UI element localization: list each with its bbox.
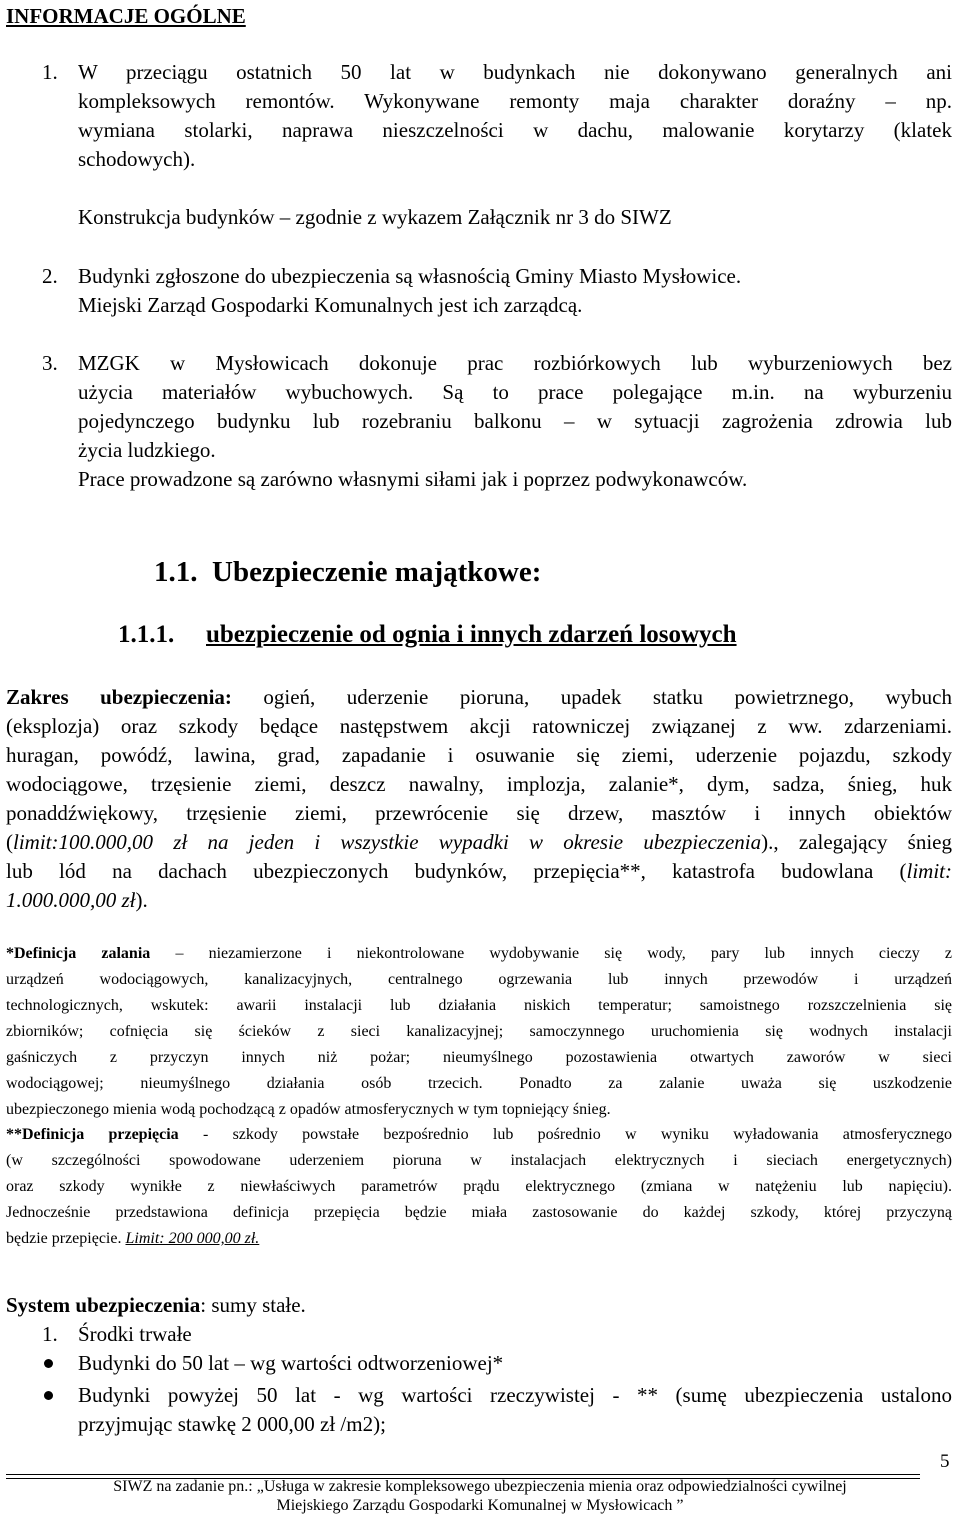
item3-line: MZGK w Mysłowicach dokonuje prac rozbiórkowych lub wyburzeniowych bez xyxy=(78,351,952,375)
definition-line: ubezpieczonego mienia wodą pochodzącą z opadów atmosferycznych w tym topniejący śnieg. xyxy=(6,1101,611,1118)
scope-text: )., zalegający śnieg xyxy=(761,830,953,854)
definition-line: zbiorników; cofnięcia się ścieków z sieci kanalizacyjnej; samoczynnego uruchomienia się wodnych instalacji xyxy=(6,1023,952,1040)
definition-line: wodociągowej; nieumyślnego działania osób trzecich. Ponadto za zalanie uważa się uszkodzenie xyxy=(6,1075,952,1092)
system-label: System ubezpieczenia xyxy=(6,1293,201,1317)
bullet-item-continued: przyjmując stawkę 2 000,00 zł /m2); xyxy=(78,1412,386,1436)
item1-number: 1. xyxy=(42,60,58,84)
definition-line xyxy=(6,1228,259,1249)
system-item-number: 1. xyxy=(42,1322,58,1346)
page-number: 5 xyxy=(940,1451,950,1472)
definition-line: urządzeń wodociągowych, kanalizacyjnych, centralnego ogrzewania lub innych przewodów i urządzeń xyxy=(6,971,952,988)
item3-line: życia ludzkiego. xyxy=(78,438,216,462)
definition-text: - szkody powstałe bezpośrednio lub pośrednio w wyniku wyładowania atmosferycznego xyxy=(178,1126,952,1143)
footer-text: SIWZ na zadanie pn.: „Usługa w zakresie kompleksowego ubezpieczenia mienia oraz odpowiedzialności cywilnej xyxy=(113,1478,847,1495)
item2-number: 2. xyxy=(42,264,58,288)
footer-text: Miejskiego Zarządu Gospodarki Komunalnej w Mysłowicach ” xyxy=(276,1497,684,1514)
scope-limit: 1.000.000,00 zł xyxy=(6,888,136,912)
scope-text: ogień, uderzenie pioruna, upadek statku powietrznego, wybuch xyxy=(231,685,952,709)
definition-label: **Definicja przepięcia xyxy=(6,1126,179,1143)
definition-line: Jednocześnie przedstawiona definicja przepięcia będzie miała zastosowanie do każdej szkody, której przyczyną xyxy=(6,1204,952,1221)
item2-line: Miejski Zarząd Gospodarki Komunalnych jest ich zarządcą. xyxy=(78,293,583,317)
item1-line: wymiana stolarki, naprawa nieszczelności w dachu, malowanie korytarzy (klatek xyxy=(78,118,952,142)
item2-line: Budynki zgłoszone do ubezpieczenia są własnością Gminy Miasto Mysłowice. xyxy=(78,264,742,288)
scope-limit: limit:100.000,00 zł na jeden i wszystkie wypadki w okresie ubezpieczenia xyxy=(13,830,762,854)
scope-line: (eksplozja) oraz szkody będące następstwem akcji ratowniczej związanej z ww. zdarzeniami. xyxy=(6,714,952,738)
definition-line: (w szczególności spowodowane uderzeniem pioruna w instalacjach elektrycznych i sieciach energetycznych) xyxy=(6,1152,952,1169)
definition-text: będzie przepięcie. xyxy=(6,1230,126,1247)
scope-line: wodociągowe, trzęsienie ziemi, deszcz nawalny, implozja, zalanie*, dym, sadza, śnieg, huk xyxy=(6,772,952,796)
scope-line xyxy=(6,828,952,857)
item1-line: schodowych). xyxy=(78,147,196,171)
item1-construction: Konstrukcja budynków – zgodnie z wykazem Załącznik nr 3 do SIWZ xyxy=(78,205,672,229)
definition-line xyxy=(6,1124,952,1145)
item3-number: 3. xyxy=(42,351,58,375)
item3-line: użycia materiałów wybuchowych. Są to prace polegające m.in. na wyburzeniu xyxy=(78,380,952,404)
item3-line: pojedynczego budynku lub rozebraniu balkonu – w sytuacji zagrożenia zdrowia lub xyxy=(78,409,952,433)
bullet-icon xyxy=(44,1359,53,1368)
scope-line: huragan, powódź, lawina, grad, zapadanie i osuwanie się ziemi, uderzenie pojazdu, szkody xyxy=(6,743,952,767)
definition-label: *Definicja zalania xyxy=(6,945,151,962)
footer-rule xyxy=(6,1474,920,1475)
scope-text: lub lód na dachach ubezpieczonych budynków, przepięcia**, katastrofa budowlana ( xyxy=(6,859,907,883)
system-text: : sumy stałe. xyxy=(200,1293,306,1317)
definition-line: oraz szkody wynikłe z niewłaściwych parametrów prądu elektrycznego (zmiana w natężeniu lub napięciu). xyxy=(6,1178,952,1195)
scope-line xyxy=(6,886,148,915)
scope-text: ). xyxy=(135,888,148,912)
scope-text: ( xyxy=(6,830,13,854)
definition-line: technologicznych, wskutek: awarii instalacji lub działania niskich temperatur; samoistnego rozszczelnienia się xyxy=(6,997,952,1014)
scope-limit: limit: xyxy=(906,859,952,883)
page-heading: INFORMACJE OGÓLNE xyxy=(6,4,246,28)
subsection-title: ubezpieczenie od ognia i innych zdarzeń losowych xyxy=(206,621,737,648)
item1-line: W przeciągu ostatnich 50 lat w budynkach nie dokonywano generalnych ani xyxy=(78,60,952,84)
subsection-number: 1.1.1. xyxy=(118,621,175,648)
bullet-icon xyxy=(44,1391,53,1400)
definition-line xyxy=(6,943,952,964)
definition-line: gaśniczych z przyczyn innych niż pożar; nieumyślnego pozostawienia otwartych zaworów w sieci xyxy=(6,1049,952,1066)
bullet-item: Budynki powyżej 50 lat - wg wartości rzeczywistej - ** (sumę ubezpieczenia ustalono xyxy=(78,1383,952,1407)
item1-line: kompleksowych remontów. Wykonywane remonty maja charakter doraźny – np. xyxy=(78,89,952,113)
scope-line xyxy=(6,683,952,712)
scope-line: ponaddźwiękowy, trzęsienie ziemi, przewrócenie się drzew, masztów i innych obiektów xyxy=(6,801,952,825)
scope-label: Zakres ubezpieczenia: xyxy=(6,685,232,709)
bullet-item: Budynki do 50 lat – wg wartości odtworzeniowej* xyxy=(78,1351,504,1375)
definition-limit: Limit: 200 000,00 zł. xyxy=(125,1230,260,1247)
definition-text: – niezamierzone i niekontrolowane wydobywanie się wody, pary lub innych cieczy z xyxy=(150,945,952,962)
scope-line xyxy=(6,857,952,886)
system-line xyxy=(6,1291,306,1320)
section-title: 1.1. Ubezpieczenie majątkowe: xyxy=(154,556,542,588)
system-item-text: Środki trwałe xyxy=(78,1322,192,1346)
item3-line: Prace prowadzone są zarówno własnymi siłami jak i poprzez podwykonawców. xyxy=(78,467,748,491)
